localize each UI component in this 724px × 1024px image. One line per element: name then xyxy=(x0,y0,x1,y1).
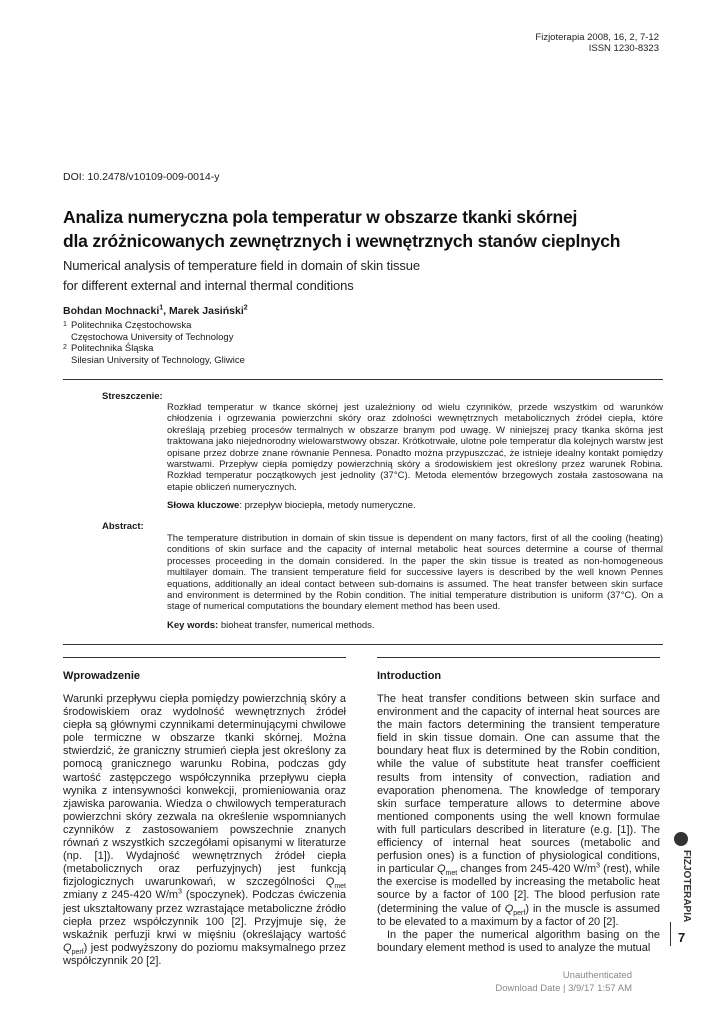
journal-citation xyxy=(535,32,659,54)
authors xyxy=(63,305,248,317)
affiliation-2 xyxy=(63,343,245,366)
page-number: 7 xyxy=(678,930,686,945)
affiliation-2-line-1: Politechnika Śląska xyxy=(71,343,154,354)
left-p1-part-d: ) jest podwyższony do poziomu maksymalnego przez współczynnik 20 [2]. xyxy=(63,941,346,967)
right-paragraph-2: In the paper the numerical algorithm basing on the boundary element method is used to analyze the mutual xyxy=(377,928,660,954)
left-q-perf-symbol: Q xyxy=(63,941,72,954)
title-polish xyxy=(63,205,663,253)
streszczenie-label: Streszczenie: xyxy=(102,391,163,402)
streszczenie-keywords-label: Słowa kluczowe xyxy=(167,500,240,511)
right-p1-part-c: (rest), while the exercise is modelled by increasing the metabolic heat source by a factor of 100 [2]. The blood perfusion rate (determining the value of xyxy=(377,863,660,915)
affiliation-2-number: 2 xyxy=(63,344,67,351)
right-p1-part-b: changes from 245-420 W/m xyxy=(457,863,597,876)
journal-logo-vertical xyxy=(674,832,692,923)
title-polish-line-1: Analiza numeryczna pola temperatur w obszarze tkanki skórnej xyxy=(63,207,578,227)
doi: DOI: 10.2478/v10109-009-0014-y xyxy=(63,171,220,183)
abstract-keywords-text: bioheat transfer, numerical methods. xyxy=(218,620,375,631)
abstract-keywords-label: Key words: xyxy=(167,620,219,631)
left-q-perf-subscript: perf xyxy=(71,948,84,956)
sidebar-journal-name: FIZJOTERAPIA xyxy=(681,850,692,923)
left-column-heading: Wprowadzenie xyxy=(63,670,141,682)
title-english-line-1: Numerical analysis of temperature field in domain of skin tissue xyxy=(63,258,421,273)
left-q-met-subscript: met xyxy=(334,883,346,891)
author-2: Marek Jasiński xyxy=(169,305,244,317)
title-english xyxy=(63,256,663,296)
title-polish-line-2: dla zróżnicowanych zewnętrznych i wewnętrznych stanów cieplnych xyxy=(63,231,621,251)
author-separator: , xyxy=(163,305,170,317)
journal-issn: ISSN 1230-8323 xyxy=(588,43,659,54)
left-p1-superscript: 3 xyxy=(178,888,182,896)
author-2-affil: 2 xyxy=(243,304,248,312)
author-1: Bohdan Mochnacki xyxy=(63,305,160,317)
affiliation-1-line-2: Częstochowa University of Technology xyxy=(71,331,234,343)
streszczenie-keywords-text: : przepływ biociepła, metody numeryczne. xyxy=(239,500,416,511)
right-q-perf-subscript: perf xyxy=(513,909,526,917)
author-1-affil: 1 xyxy=(159,304,164,312)
right-q-perf-symbol: Q xyxy=(504,902,514,915)
right-p1-part-d: ) in the muscle is assumed to be elevated to a maximum by a factor of 20 [2]. xyxy=(377,902,660,928)
divider-top xyxy=(63,379,663,380)
left-p1-part-b: zmiany z 245-420 W/m xyxy=(63,889,179,902)
right-paragraph-1 xyxy=(377,693,660,929)
left-column-body xyxy=(63,693,346,968)
right-q-met-symbol: Q xyxy=(436,863,446,876)
affiliation-1-line-1: Politechnika Częstochowska xyxy=(71,320,192,331)
left-p1-part-a: Warunki przepływu ciepła pomiędzy powierzchnią skóry a środowiskiem oraz wydolność wewnętrznych źródeł ciepła są głównymi czynnikami determinującymi chwilowe pole termiczne w obszarze tkanki skórnej. Można stwierdzić, że graniczny strumień ciepła jest określony za pomocą granicznego warunku Robina, podczas gdy wartość zastępczego współczynnika przepływu ciepła wynika z intensywności konwekcji, promieniowania oraz zjawiska parowania. Wiedza o chwilowych temperaturach powierzchni skóry zezwala na określenie wspomnianych czynników z zastosowaniem powszechnie znanych równań z wszystkich szczegółami opisanymi w literaturze (np. [1]). Wydajność wewnętrznych źródeł ciepła (metabolicznych oraz perfuzyjnych) jest funkcją fizjologicznych uwarunkowań, w szczególności xyxy=(63,693,346,889)
abstract-keywords xyxy=(167,620,375,631)
logo-emblem-icon xyxy=(674,832,688,846)
footer-download-date: Download Date | 3/9/17 1:57 AM xyxy=(495,983,632,994)
right-p1-superscript: 3 xyxy=(596,862,601,870)
affiliations xyxy=(63,320,245,366)
left-paragraph-1 xyxy=(63,693,346,968)
title-english-line-2: for different external and internal thermal conditions xyxy=(63,278,354,293)
streszczenie-text: Rozkład temperatur w tkance skórnej jest uzależniony od wielu czynników, przede wszystkim od warunków chłodzenia i ogrzewania powierzchni skóry oraz zdolności wewnętrznych metabolicznych źródeł ciepła, które określają przebieg procesów termalnych w obszarze branym pod uwagę. W niniejszej pracy tkanka skórna jest traktowana jako niejednorodny wielowarstwowy obszar. Krótkotrwałe, ulotne pole temperatur dla kolejnych warstw jest opisane przez dobrze znane równanie Pennesa. Ponadto można przypuszczać, że istnieje idealny kontakt pomiędzy warstwami. Przepływ ciepła pomiędzy powierzchnią skóry a środowiskiem jest określony przez warunek Robina. Rozkład temperatur początkowych jest jednolity (37°C). Metoda elementów brzegowych została zastosowana na etapie obliczeń numerycznych. xyxy=(167,402,663,493)
right-p1-part-a: The heat transfer conditions between skin surface and environment and the capacity of internal heat sources are the main factors determining the transient temperature field in skin tissue domain. One can assume that the boundary heat flux is determined by the Robin condition, while the value of substitute heat transfer coefficient results from intensity of convection, radiation and evaporation phenomena. The knowledge of temporary skin surface temperature allows to determine above mentioned components using the well known formulae with full particulars described in literature (e.g. [1]). The efficiency of internal heat sources (metabolic and perfusion ones) is a function of physiological conditions, in particular xyxy=(377,693,660,876)
divider-bottom xyxy=(63,644,663,645)
right-q-met-subscript: met xyxy=(445,870,458,878)
journal-issue: Fizjoterapia 2008, 16, 2, 7-12 xyxy=(535,32,659,43)
left-column-rule xyxy=(63,657,346,658)
right-column-heading: Introduction xyxy=(377,670,442,682)
affiliation-1-number: 1 xyxy=(63,321,67,328)
footer-auth-status: Unauthenticated xyxy=(562,970,632,981)
left-p1-part-c: (spoczynek). Podczas ćwiczenia jest ukształtowany przez wzrastające metaboliczne źródło ciepła przez współczynnik 100 [2]. Przyjmuje się, że wskaźnik perfuzji krwi w mięśniu (określający wartość xyxy=(63,889,346,941)
page-number-rule xyxy=(670,922,671,946)
affiliation-1 xyxy=(63,320,245,343)
abstract-text: The temperature distribution in domain of skin tissue is dependent on many factors, first of all the cooling (heating) conditions of skin surface and the capacity of internal metabolic heat sources determine a course of thermal processes proceeding in the domain considered. In the paper the skin tissue is treated as non-homogeneous multilayer domain. The transient temperature field for successive layers is described by the well known Pennes equations, additionally an ideal contact between sub-domains is assumed. The heat transfer between skin surface and environment is determined by the Robin condition. The initial temperature distribution is uniform (37°C). On a stage of numerical computations the boundary element method has been used. xyxy=(167,533,663,613)
streszczenie-keywords xyxy=(167,500,416,511)
affiliation-2-line-2: Silesian University of Technology, Gliwice xyxy=(71,354,245,366)
right-column-rule xyxy=(377,657,660,658)
footer xyxy=(495,969,632,995)
right-column-body xyxy=(377,693,660,955)
abstract-label: Abstract: xyxy=(102,521,144,532)
left-q-met-symbol: Q xyxy=(325,876,335,889)
